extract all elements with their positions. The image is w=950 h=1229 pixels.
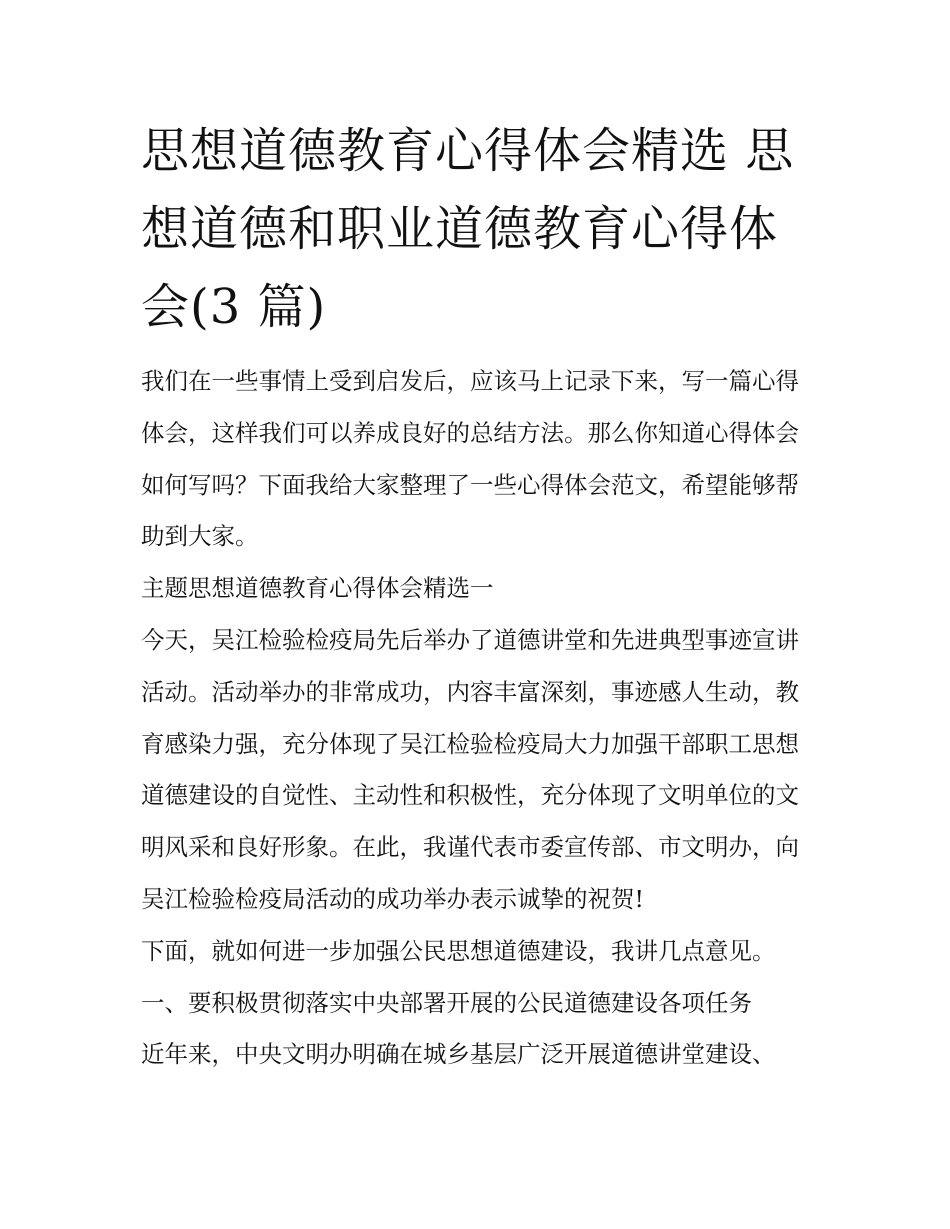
title-line-2: 想道德和职业道德教育心得体: [141, 201, 779, 257]
title-line-1: 思想道德教育心得体会精选 思: [141, 123, 795, 179]
subsection-heading: 一、要积极贯彻落实中央部署开展的公民道德建设各项任务: [141, 988, 752, 1017]
intro-paragraph: 我们在一些事情上受到启发后，应该马上记录下来，写一篇心得体会，这样我们可以养成良好的总结方法。那么你知道心得体会如何写吗？下面我给大家整理了一些心得体会范文，希望能够帮助到大家。: [141, 367, 799, 551]
body-paragraph: 今天，吴江检验检疫局先后举办了道德讲堂和先进典型事迹宣讲活动。活动举办的非常成功，内容丰富深刻，事迹感人生动，教育感染力强，充分体现了吴江检验检疫局大力加强干部职工思想道德建设的自觉性、主动性和积极性，充分体现了文明单位的文明风采和良好形象。在此，我谨代表市委宣传部、市文明办，向吴江检验检疫局活动的成功举办表示诚挚的祝贺!: [141, 625, 799, 913]
document-page: [141, 112, 813, 1081]
body-paragraph: 近年来，中央文明办明确在城乡基层广泛开展道德讲堂建设、: [141, 1040, 776, 1069]
section-heading: 主题思想道德教育心得体会精选一: [141, 574, 494, 603]
document-body: [141, 356, 813, 1081]
document-title: [141, 112, 813, 346]
body-paragraph: 下面，就如何进一步加强公民思想道德建设，我讲几点意见。: [141, 936, 776, 965]
title-line-3: 会(3 篇): [141, 279, 327, 335]
